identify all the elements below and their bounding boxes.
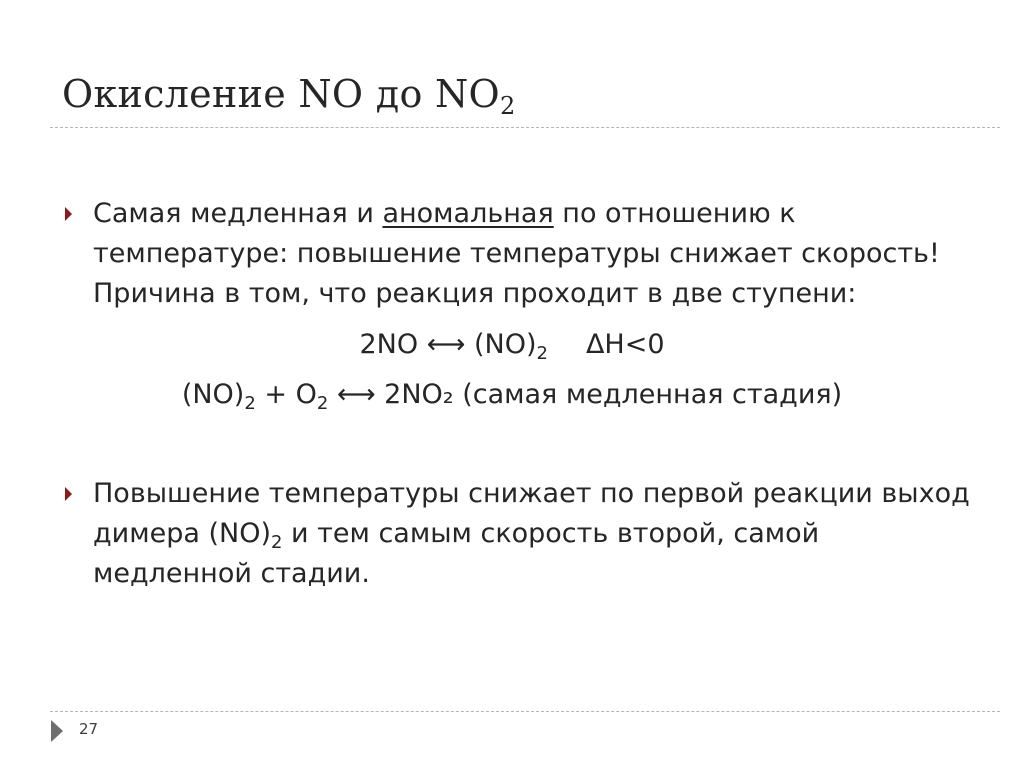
title-text: Окисление NO до NO: [62, 72, 501, 116]
page-number: 27: [79, 720, 99, 738]
equation1-subscript: 2: [536, 343, 548, 364]
equation2-oxygen: + O: [255, 379, 317, 410]
equation2-product: ⟷ 2NO₂ (самая медленная стадия): [328, 379, 843, 410]
equation1-left: 2NO ⟷ (NO): [359, 329, 537, 360]
title-divider: [50, 127, 1000, 128]
equation2-dimer-subscript: 2: [244, 393, 256, 414]
equation-2: [0, 375, 1024, 415]
equation2-oxygen-subscript: 2: [316, 393, 329, 414]
bullet2-text-end: и тем самым скорость второй, самой медленной стадии.: [93, 518, 820, 589]
equation2-dimer: (NO): [181, 379, 245, 410]
triangle-bullet-icon: [65, 207, 72, 221]
title-subscript: 2: [500, 92, 516, 120]
bullet1-text-end: по отношению к температуре: повышение температуры снижает скорость! Причина в том, что реакция проходит в две ступени:: [93, 198, 940, 309]
bullet1-text-start: Самая медленная и: [93, 198, 383, 229]
slide-title: [62, 72, 516, 120]
bullet2-text-start: Повышение температуры снижает по первой реакции выход димера (NO): [93, 478, 970, 549]
triangle-bullet-icon: [65, 487, 72, 501]
bullet-paragraph-2: [93, 474, 973, 594]
equation-1: [0, 325, 1024, 365]
bullet-paragraph-1: [93, 194, 973, 314]
footer-divider: [50, 711, 1000, 712]
bullet2-subscript: 2: [270, 532, 283, 553]
bullet1-underlined-word: аномальная: [382, 198, 554, 229]
triangle-arrow-icon: [51, 720, 63, 742]
equation1-enthalpy: ΔH<0: [585, 329, 665, 360]
